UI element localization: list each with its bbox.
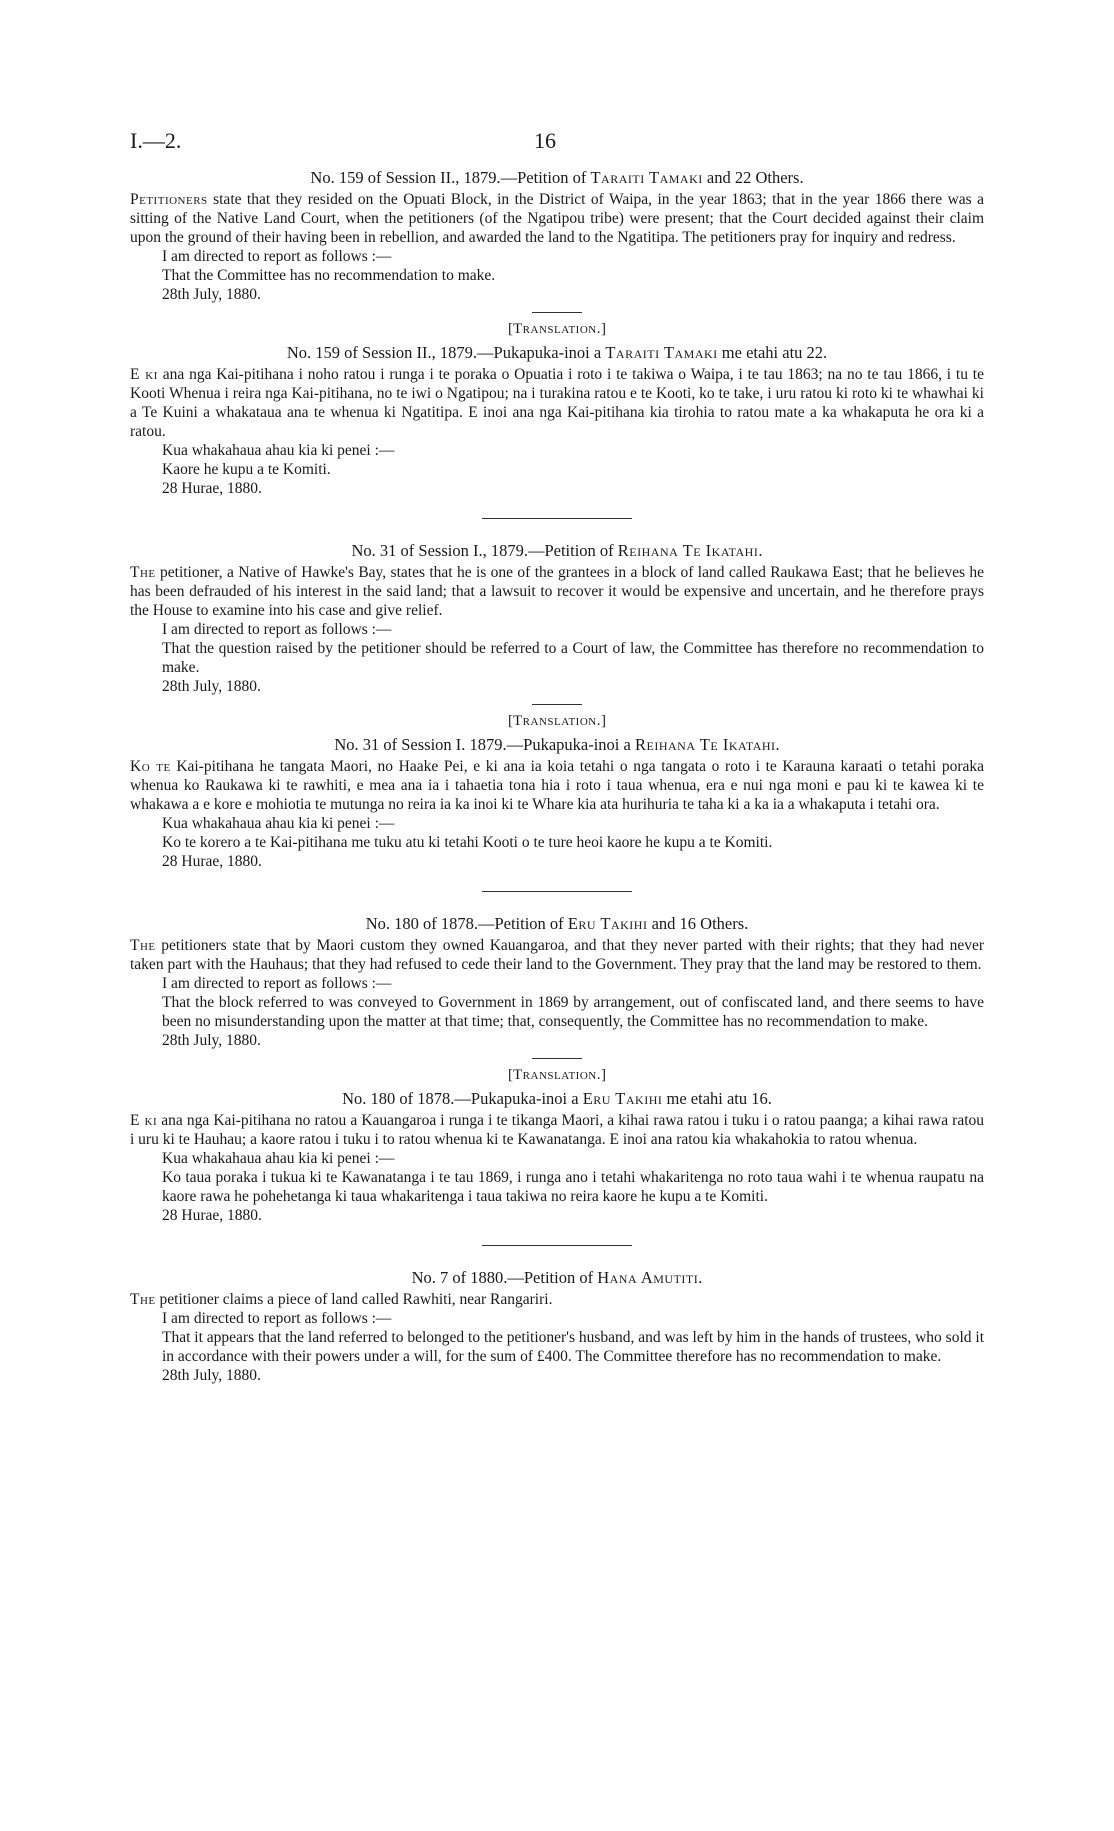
petitioner-name: Taraiti Tamaki bbox=[605, 343, 718, 362]
report-finding: That the Committee has no recommendation to make. bbox=[162, 267, 496, 284]
petition-title: No. 7 of 1880.—Petition of Hana Amutiti. bbox=[411, 1268, 703, 1287]
report-finding: That it appears that the land referred to belonged to the petitioner's husband, and was left by him in the hands of trustees, who sold it in accordance with their powers under a will, for the sum of £400. The Committee therefore has no recommendation to make. bbox=[162, 1329, 984, 1365]
translation-directive: Kua whakahaua ahau kia ki penei :— bbox=[162, 442, 395, 459]
translation-directive: Kua whakahaua ahau kia ki penei :— bbox=[162, 815, 395, 832]
petition-title: No. 159 of Session II., 1879.—Petition of Taraiti Tamaki and 22 Others. bbox=[310, 168, 804, 187]
petitioner-name: Taraiti Tamaki bbox=[590, 168, 703, 187]
translation-heading: [Translation.] bbox=[508, 1067, 606, 1083]
petition-title: No. 180 of 1878.—Petition of Eru Takihi and 16 Others. bbox=[365, 914, 749, 933]
report-date: 28th July, 1880. bbox=[162, 1367, 261, 1384]
page-number: 16 bbox=[534, 128, 556, 153]
petition-7-section bbox=[130, 1268, 984, 1385]
section-divider bbox=[482, 518, 632, 519]
section-divider bbox=[482, 891, 632, 892]
document-reference: I.—2. bbox=[130, 128, 182, 153]
report-directive: I am directed to report as follows :— bbox=[162, 248, 392, 265]
petition-body: The petitioner claims a piece of land called Rawhiti, near Rangariri. bbox=[130, 1291, 553, 1308]
petition-body: The petitioner, a Native of Hawke's Bay, states that he is one of the grantees in a block of land called Raukawa East; that he believes he has been defrauded of his interest in the said land; that a lawsuit to recover it would be expensive and uncertain, and he therefore prays the House to examine into his case and give relief. bbox=[130, 564, 984, 619]
petitioner-name: Eru Takihi bbox=[567, 914, 648, 933]
translation-title: No. 159 of Session II., 1879.—Pukapuka-inoi a Taraiti Tamaki me etahi atu 22. bbox=[286, 343, 828, 362]
report-directive: I am directed to report as follows :— bbox=[162, 1310, 392, 1327]
petition-31-section bbox=[130, 541, 984, 871]
translation-title: No. 31 of Session I. 1879.—Pukapuka-inoi a Reihana Te Ikatahi. bbox=[334, 735, 780, 754]
translation-title: No. 180 of 1878.—Pukapuka-inoi a Eru Takihi me etahi atu 16. bbox=[342, 1089, 772, 1108]
petitioner-name: Reihana Te Ikatahi bbox=[634, 735, 776, 754]
report-finding: That the question raised by the petitioner should be referred to a Court of law, the Committee has therefore no recommendation to make. bbox=[162, 640, 984, 676]
translation-body: E ki ana nga Kai-pitihana no ratou a Kauangaroa i runga i te tikanga Maori, a kihai rawa ratou i tuku i o ratou paanga; a kihai rawa ratou i uru ki te Hauhau; a kaore ratou i tuku i to ratou whenua ki te Kawanatanga. E inoi ana ratou kia whakahokia to ratou whenua. bbox=[130, 1112, 985, 1148]
petition-180-section bbox=[130, 914, 984, 1225]
translation-directive: Kua whakahaua ahau kia ki penei :— bbox=[162, 1150, 395, 1167]
divider bbox=[532, 1058, 582, 1059]
translation-date: 28 Hurae, 1880. bbox=[162, 480, 262, 497]
petitioner-name: Reihana Te Ikatahi bbox=[617, 541, 759, 560]
section-divider bbox=[482, 1245, 632, 1246]
petition-body: The petitioners state that by Maori custom they owned Kauangaroa, and that they never parted with their rights; that they had never taken part with the Hauhaus; that they had refused to cede their land to the Government. They pray that the land may be restored to them. bbox=[130, 937, 984, 973]
translation-heading: [Translation.] bbox=[508, 321, 606, 337]
translation-heading: [Translation.] bbox=[508, 713, 606, 729]
translation-date: 28 Hurae, 1880. bbox=[162, 853, 262, 870]
petitioner-name: Hana Amutiti bbox=[597, 1268, 699, 1287]
report-finding: That the block referred to was conveyed to Government in 1869 by arrangement, out of confiscated land, and there seems to have been no misunderstanding upon the matter at that time; that, consequently, the Committee has no recommendation to make. bbox=[162, 994, 984, 1030]
translation-finding: Ko te korero a te Kai-pitihana me tuku atu ki tetahi Kooti o te ture heoi kaore he kupu a te Komiti. bbox=[162, 834, 773, 851]
divider bbox=[532, 312, 582, 313]
translation-finding: Ko taua poraka i tukua ki te Kawanatanga i te tau 1869, i runga ano i tetahi whakaritenga no roto taua wahi i te whenua raupatu na kaore rawa he pohehetanga ki taua whakaritenga i taua takiwa no reira kaore he kupu a te Komiti. bbox=[162, 1169, 984, 1205]
divider bbox=[532, 704, 582, 705]
page-header bbox=[130, 128, 984, 168]
translation-finding: Kaore he kupu a te Komiti. bbox=[162, 461, 331, 478]
report-directive: I am directed to report as follows :— bbox=[162, 621, 392, 638]
report-date: 28th July, 1880. bbox=[162, 286, 261, 303]
petition-title: No. 31 of Session I., 1879.—Petition of Reihana Te Ikatahi. bbox=[351, 541, 763, 560]
petition-159-section bbox=[130, 168, 984, 498]
translation-body: E ki ana nga Kai-pitihana i noho ratou i runga i te poraka o Opuatia i roto i te takiwa o Waipa, i te tau 1863; na no te tau 1866, i tu te Kooti Whenua i reira nga Kai-pitihana, no te iwi o Ngatipou; na i turakina ratou e te Kooti, ko te take, i uru ratou ki roto ki te whawhai ki a Te Kuini a whakataua ana te whenua ki Ngatitipa. E inoi ana nga Kai-pitihana kia tirohia to ratou mate a ka whakaputa he ora ki a ratou. bbox=[130, 366, 984, 440]
report-directive: I am directed to report as follows :— bbox=[162, 975, 392, 992]
report-date: 28th July, 1880. bbox=[162, 1032, 261, 1049]
petition-body: Petitioners state that they resided on the Opuati Block, in the District of Waipa, in the year 1863; that in the year 1866 there was a sitting of the Native Land Court, when the petitioners (of the Ngatipou tribe) were present; that the Court decided against their claim upon the ground of their having been in rebellion, and awarded the land to the Ngatitipa. The petitioners pray for inquiry and redress. bbox=[130, 191, 984, 246]
petitioner-name: Eru Takihi bbox=[582, 1089, 663, 1108]
translation-date: 28 Hurae, 1880. bbox=[162, 1207, 262, 1224]
translation-body: Ko te Kai-pitihana he tangata Maori, no Haake Pei, e ki ana ia koia tetahi o nga tangata o roto i te Karauna karaati o tetahi poraka whenua ko Raukawa ki te rawhiti, e mea ana ia i tahaetia tona hia i roto i taua whenua, era e nui nga moni e pau ki te kawea ki te whakawa a e kore e mohiotia te mutunga no reira ia ka inoi ki te Whare kia ata hurihuria te taha ki a ka ia a whakaputa i tetahi ora. bbox=[130, 758, 984, 813]
report-date: 28th July, 1880. bbox=[162, 678, 261, 695]
